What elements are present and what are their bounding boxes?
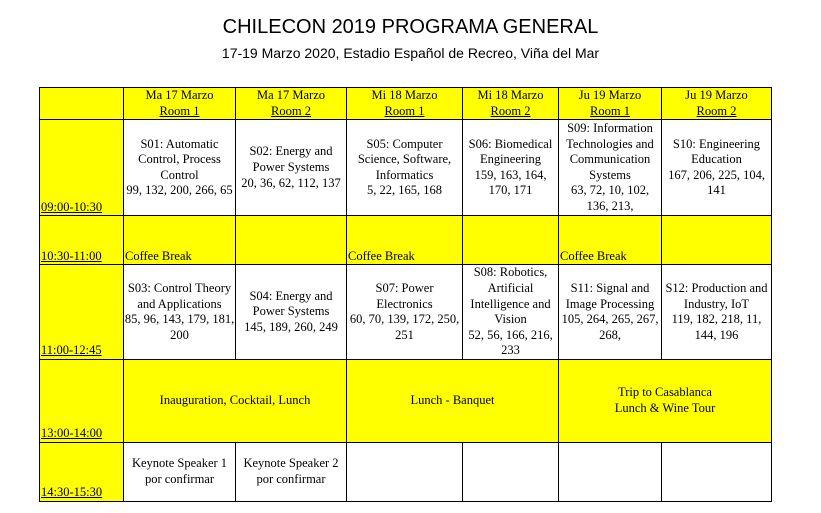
keynote-cell <box>124 443 236 502</box>
session-name: S05: Computer Science, Software, Informatics <box>357 136 452 182</box>
session-papers: 85, 96, 143, 179, 181, 200 <box>124 312 235 342</box>
header-room: Room 1 <box>159 103 200 118</box>
coffee-break-cell: Coffee Break <box>559 216 662 265</box>
header-day: Ma 17 Marzo <box>256 88 326 102</box>
empty-cell <box>463 443 559 502</box>
header-room: Room 2 <box>271 103 311 118</box>
session-name: S09: Information Technologies and Communication Systems <box>566 120 654 182</box>
session-papers: 99, 132, 200, 266, 65 <box>126 183 233 198</box>
session-name: S04: Energy and Power Systems <box>249 288 333 319</box>
session-papers: 167, 206, 225, 104, 141 <box>668 167 765 198</box>
session-cell <box>559 120 662 216</box>
session-cell <box>124 265 236 360</box>
header-cell <box>559 88 662 120</box>
session-name: S08: Robotics, Artificial Intelligence and Vision <box>470 265 551 327</box>
empty-cell <box>559 443 662 502</box>
session-name: S12: Production and Industry, IoT <box>665 280 768 311</box>
session-papers: 5, 22, 165, 168 <box>367 183 442 198</box>
header-day: Ju 19 Marzo <box>685 88 748 102</box>
session-name: S11: Signal and Image Processing <box>565 280 655 311</box>
break-cell <box>463 216 559 265</box>
session-cell <box>463 120 559 216</box>
session-cell <box>662 265 772 360</box>
session-cell <box>347 265 463 360</box>
coffee-break-cell: Coffee Break <box>124 216 236 265</box>
schedule-table <box>39 87 772 502</box>
header-room: Room 2 <box>696 103 737 118</box>
session-name: S02: Energy and Power Systems <box>249 144 333 174</box>
keynote-status: por confirmar <box>144 472 215 486</box>
keynote-name: Keynote Speaker 2 <box>243 456 339 471</box>
header-room: Room 1 <box>590 103 630 118</box>
keynote-cell <box>236 443 347 502</box>
header-day: Ma 17 Marzo <box>145 88 214 102</box>
session-papers: 20, 36, 62, 112, 137 <box>241 175 341 190</box>
header-day: Mi 18 Marzo <box>477 88 544 102</box>
session-papers: 105, 264, 265, 267, 268, <box>561 312 659 342</box>
header-day: Mi 18 Marzo <box>371 88 438 102</box>
session-papers: 60, 70, 139, 172, 250, 251 <box>349 312 460 342</box>
header-room: Room 2 <box>490 103 531 118</box>
schedule-row-1030 <box>40 216 772 265</box>
header-row <box>40 88 772 120</box>
break-cell <box>662 216 772 265</box>
schedule-row-1100 <box>40 265 772 360</box>
header-cell <box>124 88 236 120</box>
session-papers: 145, 189, 260, 249 <box>244 319 338 334</box>
session-papers: 159, 163, 164, 170, 171 <box>474 167 547 198</box>
session-name: S01: Automatic Control, Process Control <box>138 136 221 182</box>
time-slot: 14:30-15:30 <box>40 443 124 502</box>
session-cell <box>662 120 772 216</box>
schedule-row-1300 <box>40 360 772 443</box>
trip-line: Trip to Casablanca <box>618 385 712 400</box>
session-papers: 52, 56, 166, 216, 233 <box>468 327 553 358</box>
schedule-row-0900 <box>40 120 772 216</box>
header-cell <box>347 88 463 120</box>
session-cell <box>463 265 559 360</box>
empty-cell <box>347 443 463 502</box>
page-title: CHILECON 2019 PROGRAMA GENERAL <box>222 16 599 38</box>
page-subtitle: 17-19 Marzo 2020, Estadio Español de Recreo, Viña del Mar <box>221 45 600 61</box>
lunch-cell: Inauguration, Cocktail, Lunch <box>124 360 347 443</box>
header-cell <box>463 88 559 120</box>
empty-cell <box>662 443 772 502</box>
keynote-name: Keynote Speaker 1 <box>131 456 228 471</box>
session-name: S03: Control Theory and Applications <box>127 280 232 311</box>
header-room: Room 1 <box>384 103 425 118</box>
session-name: S07: Power Electronics <box>375 280 434 311</box>
header-cell <box>662 88 772 120</box>
time-slot: 10:30-11:00 <box>40 216 124 265</box>
session-name: S06: Biomedical Engineering <box>468 136 553 167</box>
session-cell <box>347 120 463 216</box>
session-cell <box>236 265 347 360</box>
coffee-break-cell: Coffee Break <box>347 216 463 265</box>
session-cell <box>124 120 236 216</box>
trip-line: Lunch & Wine Tour <box>614 401 716 415</box>
break-cell <box>236 216 347 265</box>
session-cell <box>559 265 662 360</box>
header-cell <box>236 88 347 120</box>
session-name: S10: Engineering Education <box>672 136 761 167</box>
time-slot: 13:00-14:00 <box>40 360 124 443</box>
banquet-cell: Lunch - Banquet <box>347 360 559 443</box>
session-papers: 119, 182, 218, 11, 144, 196 <box>671 312 762 342</box>
time-slot: 11:00-12:45 <box>40 265 124 360</box>
session-cell <box>236 120 347 216</box>
time-slot: 09:00-10:30 <box>40 120 124 216</box>
schedule-row-1430 <box>40 443 772 502</box>
trip-cell <box>559 360 772 443</box>
corner-cell <box>40 88 124 120</box>
keynote-status: por confirmar <box>256 472 326 486</box>
session-papers: 63, 72, 10, 102, 136, 213, <box>570 183 650 213</box>
header-day: Ju 19 Marzo <box>578 88 642 102</box>
